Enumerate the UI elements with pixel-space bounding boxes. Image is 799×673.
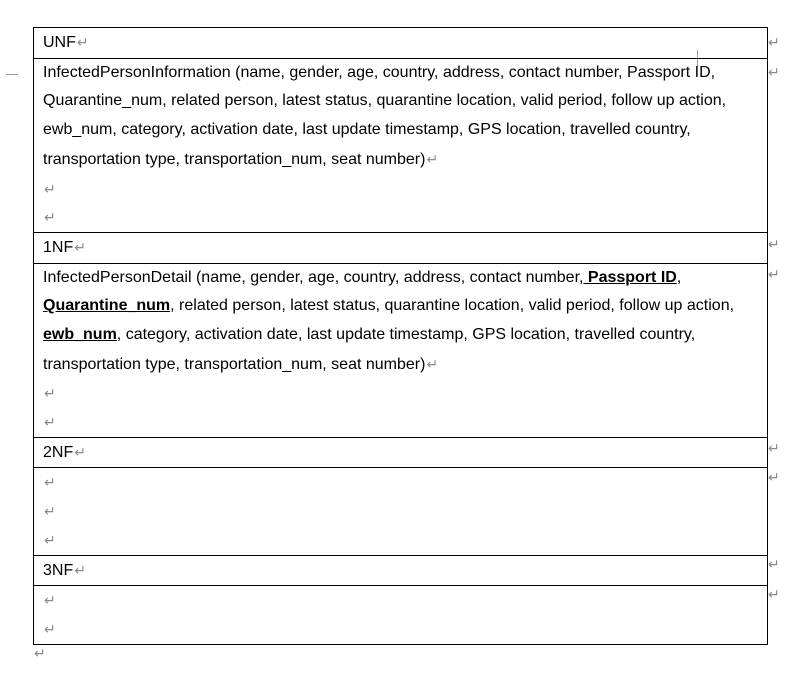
nf2-label: 2NF bbox=[43, 443, 74, 461]
nf1-text-part3: , related person, latest status, quarantine location, valid period, follow up action, bbox=[170, 297, 735, 315]
nf1-key-quarantine-num: Quarantine_num bbox=[43, 297, 171, 315]
nf1-label: 1NF bbox=[43, 238, 74, 256]
paragraph-mark-icon: ↵ bbox=[44, 385, 56, 402]
empty-paragraph bbox=[43, 586, 758, 615]
nf3-label-cell[interactable] bbox=[34, 555, 768, 586]
empty-paragraph bbox=[43, 379, 758, 408]
paragraph-mark-icon: ↵ bbox=[44, 180, 56, 197]
unf-label: UNF bbox=[43, 34, 76, 51]
paragraph-mark-icon: ↵ bbox=[44, 474, 56, 491]
paragraph-mark-icon: ↵ bbox=[44, 414, 56, 431]
row-end-mark-icon: ↵ bbox=[768, 34, 780, 50]
nf3-content-cell[interactable] bbox=[34, 586, 768, 644]
row-end-mark-icon: ↵ bbox=[768, 469, 780, 485]
nf1-content-cell[interactable] bbox=[34, 263, 768, 437]
paragraph-mark-icon: ↵ bbox=[426, 150, 439, 167]
paragraph-mark-icon: ↵ bbox=[74, 443, 86, 460]
row-end-mark-icon: ↵ bbox=[768, 266, 780, 282]
row-end-mark-icon: ↵ bbox=[768, 586, 780, 602]
nf3-header-row bbox=[34, 555, 768, 586]
unf-content-cell[interactable] bbox=[34, 58, 768, 232]
empty-paragraph bbox=[43, 526, 758, 555]
nf1-content-row bbox=[34, 263, 768, 437]
paragraph-mark-icon: ↵ bbox=[44, 531, 56, 548]
row-end-mark-icon: ↵ bbox=[768, 64, 780, 80]
paragraph-mark-icon: ↵ bbox=[74, 238, 86, 255]
paragraph-mark-icon: ↵ bbox=[426, 355, 439, 372]
margin-marker bbox=[6, 74, 18, 75]
paragraph-mark-icon: ↵ bbox=[44, 209, 56, 226]
nf1-text-part4: , category, activation date, last update timestamp, GPS location, travelled country, transportation type, transportation_num, seat number) bbox=[43, 326, 696, 373]
nf1-label-cell[interactable] bbox=[34, 232, 768, 263]
empty-paragraph bbox=[43, 203, 758, 232]
row-end-mark-icon: ↵ bbox=[768, 236, 780, 252]
nf1-key-ewb-num: ewb_num bbox=[43, 326, 117, 343]
unf-label-cell[interactable] bbox=[34, 28, 768, 59]
normalization-table bbox=[33, 27, 768, 645]
end-paragraph-mark-icon: ↵ bbox=[34, 645, 46, 661]
empty-paragraph bbox=[43, 497, 758, 526]
nf1-text-part2: , bbox=[676, 268, 682, 286]
nf2-content-cell[interactable] bbox=[34, 468, 768, 555]
nf2-label-cell[interactable] bbox=[34, 437, 768, 468]
nf3-label: 3NF bbox=[43, 561, 74, 579]
nf1-header-row bbox=[34, 232, 768, 263]
nf3-content-row bbox=[34, 586, 768, 644]
paragraph-mark-icon: ↵ bbox=[44, 503, 56, 520]
paragraph-mark-icon: ↵ bbox=[44, 620, 56, 637]
unf-relation-text: InfectedPersonInformation (name, gender, age, country, address, contact number, Passport ID, Quarantine_num, related person, latest status, quarantine location, valid period, follow up action, ewb_num, category, activation date, last update timestamp, GPS location, travelled country, transportation type, transportation_num, seat number) bbox=[43, 63, 727, 168]
paragraph-mark-icon: ↵ bbox=[74, 561, 86, 578]
empty-paragraph bbox=[43, 408, 758, 437]
empty-paragraph bbox=[43, 175, 758, 204]
empty-paragraph bbox=[43, 468, 758, 497]
nf2-content-row bbox=[34, 468, 768, 555]
paragraph-mark-icon: ↵ bbox=[76, 34, 89, 50]
unf-header-row bbox=[34, 28, 768, 59]
row-end-mark-icon: ↵ bbox=[768, 440, 780, 456]
paragraph-mark-icon: ↵ bbox=[44, 592, 56, 609]
unf-content-row bbox=[34, 58, 768, 232]
empty-paragraph bbox=[43, 615, 758, 644]
nf1-key-passport-id: Passport ID bbox=[583, 268, 677, 286]
row-end-mark-icon: ↵ bbox=[768, 556, 780, 572]
nf1-text-part1: InfectedPersonDetail (name, gender, age, country, address, contact number, bbox=[43, 268, 584, 286]
nf2-header-row bbox=[34, 437, 768, 468]
